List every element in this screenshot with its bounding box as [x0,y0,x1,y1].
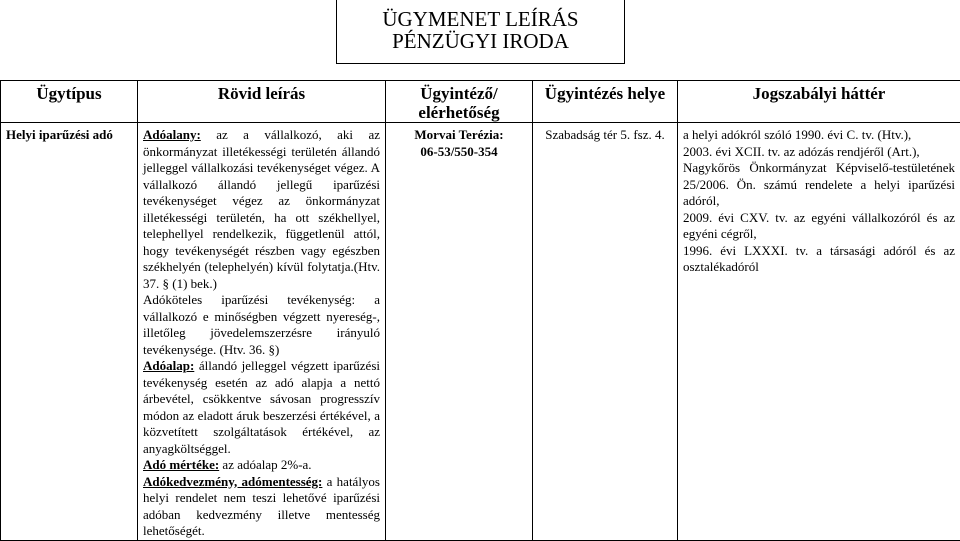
taxpayer-text: az a vállalkozó, aki az önkormányzat illetékességi területén állandó jelleggel vállalkozási tevékenységet végez. A vállalkozó állandó jellegű iparűzési tevékenységet végez az önkormányzat illetékességi területén, ha ott székhellyel, telephellyel rendelkezik, függetlenül attól, hogy tevékenységét részben vagy egészben székhelyén (telephelyén) kívül folytatja.(Htv. 37. § (1) bek.) [143,127,380,291]
summary-cell [138,123,386,541]
column-header-contact-line2: elérhetőség [418,103,500,122]
tax-base-text: állandó jelleggel végzett iparűzési tevékenység esetén az adó alapja a nettó árbevétel, csökkentve sávosan progresszív módon az eladott áruk beszerzési értékével, a közvetített szolgáltatások értékével, az anyagköltséggel. [143,358,380,456]
document-title: ÜGYMENET LEÍRÁS [382,7,579,31]
law-item: Nagykőrös Önkormányzat Képviselő-testületének 25/2006. Ön. számú rendelete a helyi iparűzési adóról, [683,160,955,208]
column-header-summary: Rövid leírás [138,81,386,123]
tax-rate-label: Adó mértéke: [143,457,220,472]
column-header-law: Jogszabályi háttér [678,81,960,123]
contact-cell [386,123,533,541]
tax-relief-paragraph [143,474,380,540]
document-title-box [336,0,625,64]
procedure-table [0,80,960,541]
law-item: 1996. évi LXXXI. tv. a társasági adóról és az osztalékadóról [683,242,955,274]
office-name: PÉNZÜGYI IRODA [392,29,569,53]
tax-rate-paragraph [143,457,380,474]
law-item: a helyi adókról szóló 1990. évi C. tv. (Htv.), [683,127,912,142]
taxpayer-label: Adóalany: [143,127,201,142]
tax-base-label: Adóalap: [143,358,195,373]
tax-rate-text: az adóalap 2%-a. [219,457,312,472]
activity-paragraph: Adóköteles iparűzési tevékenység: a vállalkozó e minőségben végzett nyereség-, illetőleg jövedelemszerzésre irányuló tevékenysége. (Htv. 36. §) [143,292,380,357]
law-cell [678,123,960,541]
taxpayer-paragraph [143,127,380,292]
column-header-contact-line1: Ügyintéző/ [420,84,498,103]
table-header-row [1,81,960,123]
law-item: 2009. évi CXV. tv. az egyéni vállalkozóról és az egyéni cégről, [683,209,955,241]
case-type-cell: Helyi iparűzési adó [1,123,138,541]
tax-base-paragraph [143,358,380,457]
tax-relief-label: Adókedvezmény, adómentesség: [143,473,323,489]
law-item: 2003. évi XCII. tv. az adózás rendjéről (Art.), [683,143,920,159]
contact-phone: 06-53/550-354 [420,143,498,159]
contact-name: Morvai Terézia: [414,127,504,142]
table-row [1,123,960,541]
column-header-contact [386,81,533,123]
place-cell: Szabadság tér 5. fsz. 4. [533,123,678,541]
column-header-type: Ügytípus [1,81,138,123]
tax-relief-text: a hatályos helyi rendelet nem teszi lehetővé iparűzési adóban kedvezmény illetve mentesség lehetőségét. [143,473,380,538]
column-header-place: Ügyintézés helye [533,81,678,123]
